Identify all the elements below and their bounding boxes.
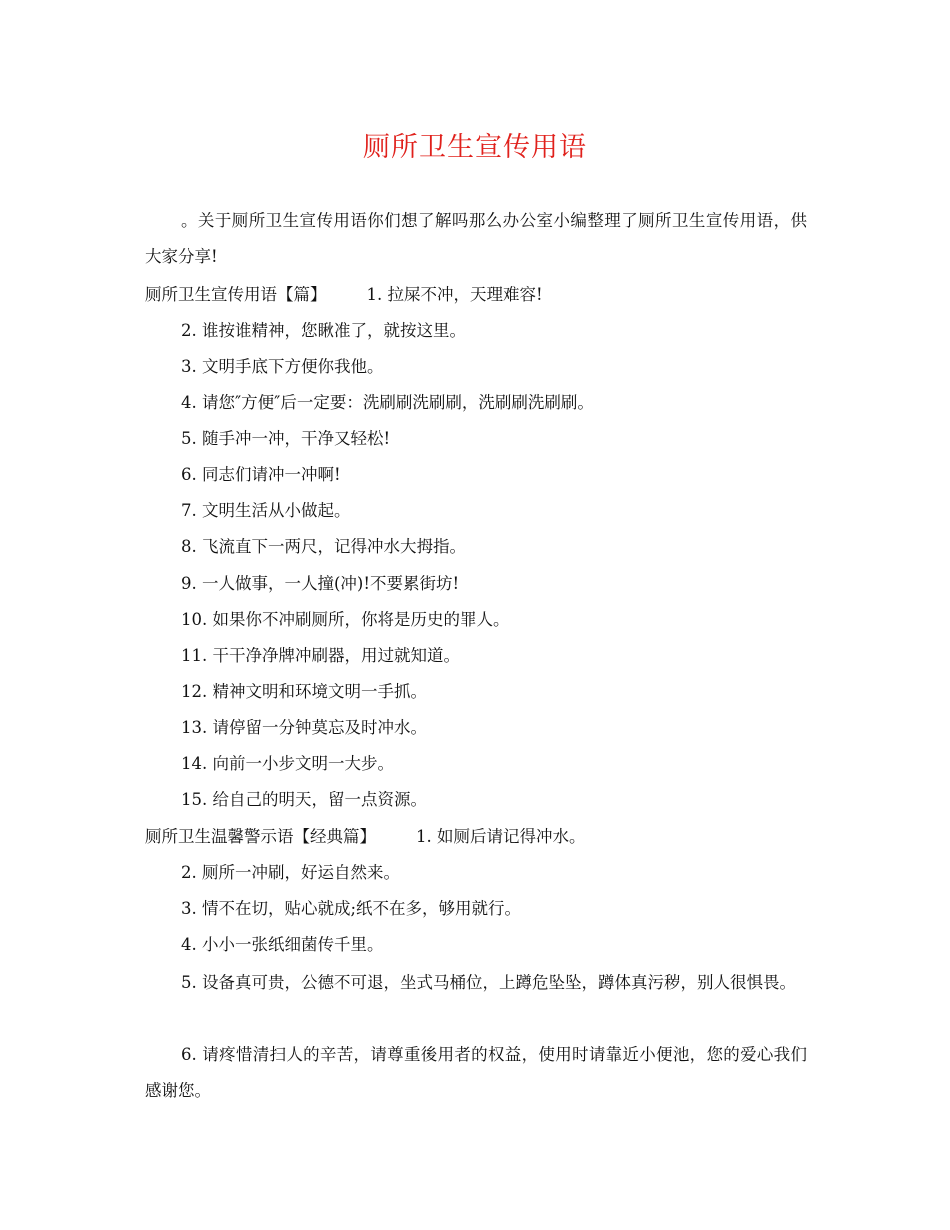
section2-item-5: 5. 设备真可贵，公德不可退，坐式马桶位，上蹲危坠坠，蹲体真污秽，别人很惧畏。 (181, 973, 796, 992)
section1-item: 4. 请您″方便″后一定要：洗刷刷洗刷刷，洗刷刷洗刷刷。 (181, 393, 594, 412)
section2-item-1: 1. 如厕后请记得冲水。 (416, 827, 586, 846)
document-title: 厕所卫生宣传用语 (363, 132, 587, 163)
section2-item-6: 6. 请疼惜清扫人的辛苦，请尊重後用者的权益，使用时请靠近小便池，您的爱心我们感谢您。 (145, 1045, 807, 1100)
section1-heading: 厕所卫生宣传用语【篇】 (145, 285, 327, 304)
section1-heading-line (145, 283, 815, 307)
section1-item: 12. 精神文明和环境文明一手抓。 (181, 682, 427, 701)
section1-item: 5. 随手冲一冲，干净又轻松! (181, 429, 391, 448)
section1-item: 10. 如果你不冲刷厕所，你将是历史的罪人。 (181, 610, 510, 629)
section1-item: 6. 同志们请冲一冲啊! (181, 465, 341, 484)
section1-item: 8. 飞流直下一两尺，记得冲水大拇指。 (181, 537, 466, 556)
section2-heading: 厕所卫生温馨警示语【经典篇】 (145, 827, 376, 846)
section1-item: 13. 请停留一分钟莫忘及时冲水。 (181, 718, 427, 737)
section2-heading-line (145, 825, 815, 849)
section1-item: 14. 向前一小步文明一大步。 (181, 754, 394, 773)
section1-item: 9. 一人做事，一人撞(冲)!不要累街坊! (181, 574, 460, 593)
section1-item: 11. 干干净净牌冲刷器，用过就知道。 (181, 646, 460, 665)
section1-item-1: 1. 拉屎不冲，天理难容! (366, 285, 543, 304)
section1-item: 3. 文明手底下方便你我他。 (181, 357, 384, 376)
section2-item: 2. 厕所一冲刷，好运自然来。 (181, 863, 400, 882)
section1-item: 15. 给自己的明天，留一点资源。 (181, 790, 427, 809)
intro-paragraph: 。关于厕所卫生宣传用语你们想了解吗那么办公室小编整理了厕所卫生宣传用语，供大家分享! (145, 211, 807, 266)
section1-item: 7. 文明生活从小做起。 (181, 501, 351, 520)
section2-item: 3. 情不在切，贴心就成;纸不在多，够用就行。 (181, 899, 522, 918)
section2-item: 4. 小小一张纸细菌传千里。 (181, 935, 384, 954)
section1-item: 2. 谁按谁精神，您瞅准了，就按这里。 (181, 321, 466, 340)
